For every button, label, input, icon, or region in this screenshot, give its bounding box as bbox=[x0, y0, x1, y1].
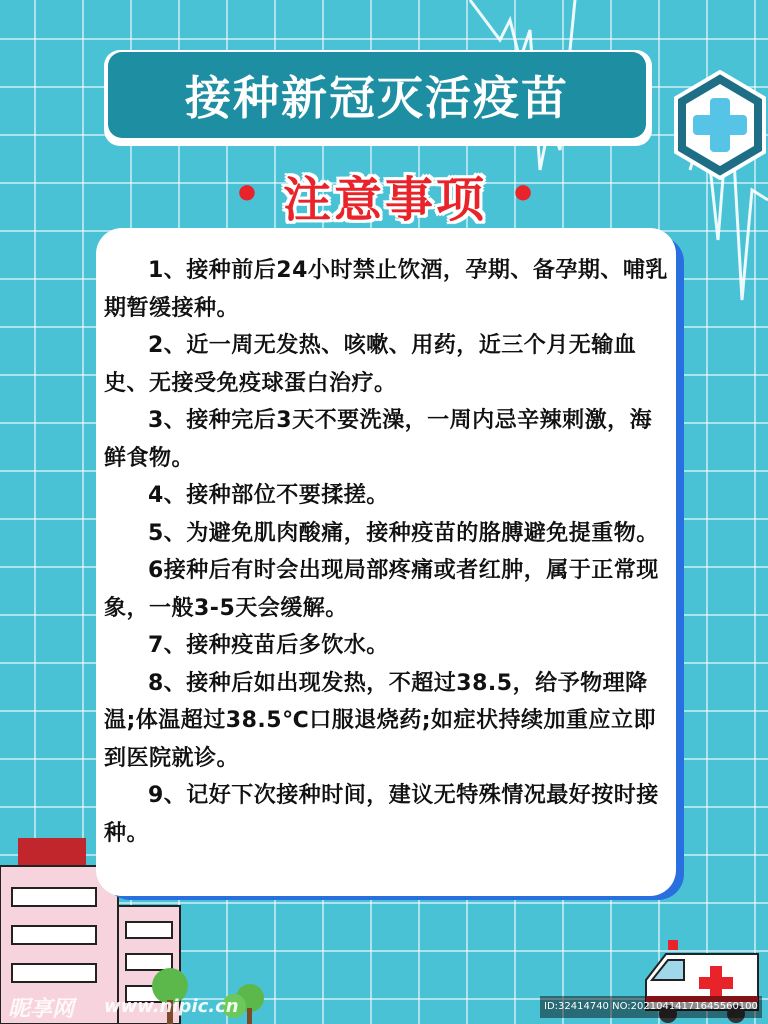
notes-list bbox=[104, 252, 670, 852]
note-item-1: 1、接种前后24小时禁止饮酒，孕期、备孕期、哺乳期暂缓接种。 bbox=[104, 258, 668, 321]
note-item-7: 7、接种疫苗后多饮水。 bbox=[148, 633, 389, 658]
medical-cross-icon bbox=[672, 70, 768, 180]
watermark-id: ID:32414740 NO:20210414171645560100 bbox=[540, 996, 762, 1018]
title-banner bbox=[108, 52, 646, 138]
note-item-8: 8、接种后如出现发热，不超过38.5，给予物理降温;体温超过38.5℃口服退烧药;如症状持续加重应立即到医院就诊。 bbox=[104, 670, 657, 771]
subtitle-dot-right: • bbox=[509, 169, 538, 220]
note-item-3: 3、接种完后3天不要洗澡，一周内忌辛辣刺激，海鲜食物。 bbox=[104, 408, 653, 471]
note-item-2: 2、近一周无发热、咳嗽、用药，近三个月无输血史、无接受免疫球蛋白治疗。 bbox=[104, 333, 637, 396]
watermark-url: www.nipic.cn bbox=[104, 996, 239, 1017]
subtitle-dot-left: • bbox=[232, 169, 261, 220]
section-subtitle: 注意事项 bbox=[282, 171, 487, 228]
note-item-6: 6接种后有时会出现局部疼痛或者红肿，属于正常现象，一般3-5天会缓解。 bbox=[104, 558, 659, 621]
note-item-4: 4、接种部位不要揉搓。 bbox=[148, 483, 389, 508]
note-item-9: 9、记好下次接种时间，建议无特殊情况最好按时接种。 bbox=[104, 783, 659, 846]
watermark-logo: 昵享网 bbox=[8, 997, 75, 1022]
note-item-5: 5、为避免肌肉酸痛，接种疫苗的胳膊避免提重物。 bbox=[148, 520, 659, 546]
subtitle-row bbox=[200, 160, 570, 230]
page-title: 接种新冠灭活疫苗 bbox=[185, 71, 569, 125]
